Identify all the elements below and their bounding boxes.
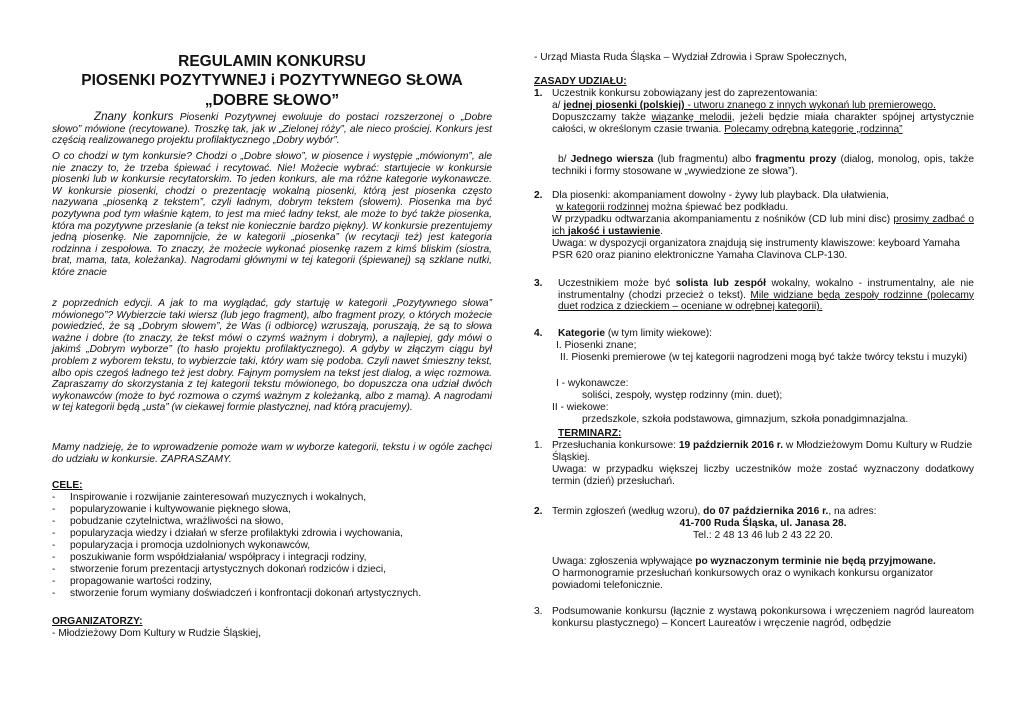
term-3-text: Podsumowanie konkursu (łącznie z wystawą pokonkursowa i wręczeniem nagród laureatom konkursu plastycznego) – Koncert Laureatów i wręczenie nagród, odbędzie: [552, 606, 974, 629]
zasady-heading: ZASADY UDZIAŁU:: [534, 76, 627, 87]
term-1-number: 1.: [534, 440, 543, 451]
intro-paragraph-1: Znany konkurs Piosenki Pozytywnej ewoluuje do postaci rozszerzonej o „Dobre słowo” mówione (recytowane). Troszkę tak, jak w „Zielonej róży”, ale nieco prościej. Konkurs jest częścią realizowanego projektu profilaktycznego „Dobry wybór”.: [52, 110, 492, 147]
term-1-text: Przesłuchania konkursowe: 19 październik 2016 r. w Młodzieżowym Domu Kultury w Rudzie Śląskiej.: [552, 440, 973, 463]
term-2-phone: Tel.: 2 48 13 46 lub 2 43 22 20.: [693, 530, 833, 541]
rule-4-performer-list: soliści, zespoły, występ rodzinny (min. duet);: [582, 390, 783, 401]
rule-4-line: Kategorie (w tym limity wiekowe):: [558, 328, 712, 339]
term-2-number: 2.: [534, 506, 543, 517]
intro-paragraph-2: O co chodzi w tym konkursie? Chodzi o „Dobre słowo”, w piosence i występie „mówionym”, ale nie znaczy to, że trzeba śpiewać i recytować. Nie! Możecie wybrać: startujecie w konkursie piosenki lub w konkursie recytatorskim. To jeden konkurs, ale ma różne kategorie wykonawcze. W konkursie piosenki, chodzi o prezentację wokalną piosenki, którą jest piosenka często nazywana „piosenką z tekstem”, czyli ładnym, dobrym tekstem (słowem). Piosenka ma być pozytywna pod tym właśnie kątem, to jest ma mieć ładny tekst, ale może to być także piosenka, która ma pozytywne przesłanie (a tekst nie koniecznie bardzo piękny). W konkursie prezentujemy jedną piosenkę. Nie zapomnijcie, że w kategorii „piosenka” (w recytacji też) jest kategoria rodzinna i zespołowa. To znaczy, że możecie wykonać piosenkę razem z kimś bliskim (siostra, brat, mama, tata, koleżanka). Nagrodami głównymi w tej kategorii (śpiewanej) są szklane nutki, które znacie: [52, 151, 492, 278]
title-line-3: „DOBRE SŁOWO”: [204, 92, 340, 109]
term-2-address: 41-700 Ruda Śląska, ul. Janasa 28.: [679, 518, 847, 529]
rule-2-line-1: Dla piosenki: akompaniament dowolny - żywy lub playback. Dla ułatwienia,: [552, 190, 889, 201]
title-line-2: PIOSENKI POZYTYWNEJ i POZYTYWNEGO SŁOWA: [81, 72, 463, 89]
rule-1a: a/ jednej piosenki (polskiej) - utworu znanego z innych wykonań lub premierowego.: [552, 100, 936, 111]
rule-3-text: Uczestnikiem może być solista lub zespół wokalny, wokalno - instrumentalny, ale nie instrumentalny (chodzi przecież o tekst). Mile widziane będą zespoły rodzinne (polecamy duet rodzica z dzieckiem – oceniane w odrębnej kategorii).: [558, 278, 974, 313]
term-2-text: Termin zgłoszeń (według wzoru), do 07 października 2016 r., na adres:: [552, 506, 877, 517]
rule-1a-continuation: Dopuszczamy także wiązankę melodii, jeżeli będzie miała charakter spójnej artystycznie całości, w określonym czasie trwania. Polecamy odrębną kategorię „rodzinną”: [552, 112, 974, 135]
rule-1b: b/ Jednego wiersza (lub fragmentu) albo fragmentu prozy (dialog, monolog, opis, także techniki i formy stosowane w „wywiedzione ze słowa”).: [552, 154, 975, 177]
rule-2-line-2: w kategorii rodzinnej można śpiewać bez podkładu.: [556, 202, 789, 213]
organizator-1: - Młodzieżowy Dom Kultury w Rudzie Śląskiej,: [52, 628, 261, 639]
title-line-1: REGULAMIN KONKURSU: [178, 53, 366, 70]
rule-1-number: 1.: [534, 88, 543, 99]
cele-heading: CELE:: [52, 480, 83, 491]
rule-3-number: 3.: [534, 278, 543, 289]
rule-2-line-3: W przypadku odtwarzania akompaniamentu z nośników (CD lub mini disc) prosimy zadbać o ich jakość i ustawienie.: [552, 214, 974, 237]
rule-4-performer-heading: I - wykonawcze:: [556, 378, 629, 389]
organizatorzy-heading: ORGANIZATORZY:: [52, 616, 143, 627]
term-1-note: Uwaga: w przypadku większej liczby uczestników może zostać wyznaczony dodatkowy termin (dzień) przesłuchań.: [552, 464, 974, 487]
terminarz-heading: TERMINARZ:: [558, 428, 622, 439]
rule-4-age-heading: II - wiekowe:: [552, 402, 609, 413]
rule-4-age-list: przedszkole, szkoła podstawowa, gimnazjum, szkoła ponadgimnazjalna.: [582, 414, 909, 425]
deadline-warning: Uwaga: zgłoszenia wpływające po wyznaczonym terminie nie będą przyjmowane.: [552, 556, 936, 567]
organizator-2: - Urząd Miasta Ruda Śląska – Wydział Zdrowia i Spraw Społecznych,: [534, 52, 848, 63]
term-3-number: 3.: [534, 606, 543, 617]
rule-2-number: 2.: [534, 190, 543, 201]
intro-paragraph-4: Mamy nadzieję, że to wprowadzenie pomoże wam w wyborze kategorii, tekstu i w ogóle zachęci do udziału w konkursie. ZAPRASZAMY.: [52, 442, 492, 465]
rule-4-number: 4.: [534, 328, 543, 339]
rule-2-note: Uwaga: w dyspozycji organizatora znajdują się instrumenty klawiszowe: keyboard Yamaha PSR 620 oraz pianino elektroniczne Yamaha Clavinova CLP-130.: [552, 238, 960, 261]
rule-1-line: Uczestnik konkursu zobowiązany jest do zaprezentowania:: [552, 88, 818, 99]
rule-4-category-2: II. Piosenki premierowe (w tej kategorii nagrodzeni mogą być także twórcy tekstu i muzyki): [560, 352, 968, 363]
intro-paragraph-3: z poprzednich edycji. A jak to ma wyglądać, gdy startuję w kategorii „Pozytywnego słowa” mówionego”? Wybierzcie taki wiersz (lub jego fragment), albo fragment prozy, o których możecie powiedzieć, że są „Dobrym słowem”, że Was (i odbiorcę) wzruszają, poruszają, że są to słowa ważne i dobre (to znaczy, że tekst mówi o czymś ważnym i dobrym), a najlepiej, gdy mówi o jakimś „Dobrym wyborze” (to hasło projektu profilaktycznego). A gdyby w złączym ciągu był problem z wyborem tekstu, to wybierzcie taki, który wam się podoba. Czyli nawet śmieszny tekst, albo opis czegoś ładnego też jest dobry. Fajnym pomysłem na tekst jest dialog, a więc rozmowa. Zapraszamy do skorzystania z tej kategorii tekstu mówionego, bo dopuszcza ona udział dwóch wykonawców (może to być rozmowa o czymś ważnym z koleżanką, albo z mamą). A nagrodami w tej kategorii będą „usta” (w ciekawej formie plastycznej, nad którą pracujemy).: [52, 298, 492, 414]
schedule-info: O harmonogramie przesłuchań konkursowych oraz o wynikach konkursu organizator powiadomi telefonicznie.: [552, 568, 934, 591]
rule-4-category-1: I. Piosenki znane;: [556, 340, 637, 351]
